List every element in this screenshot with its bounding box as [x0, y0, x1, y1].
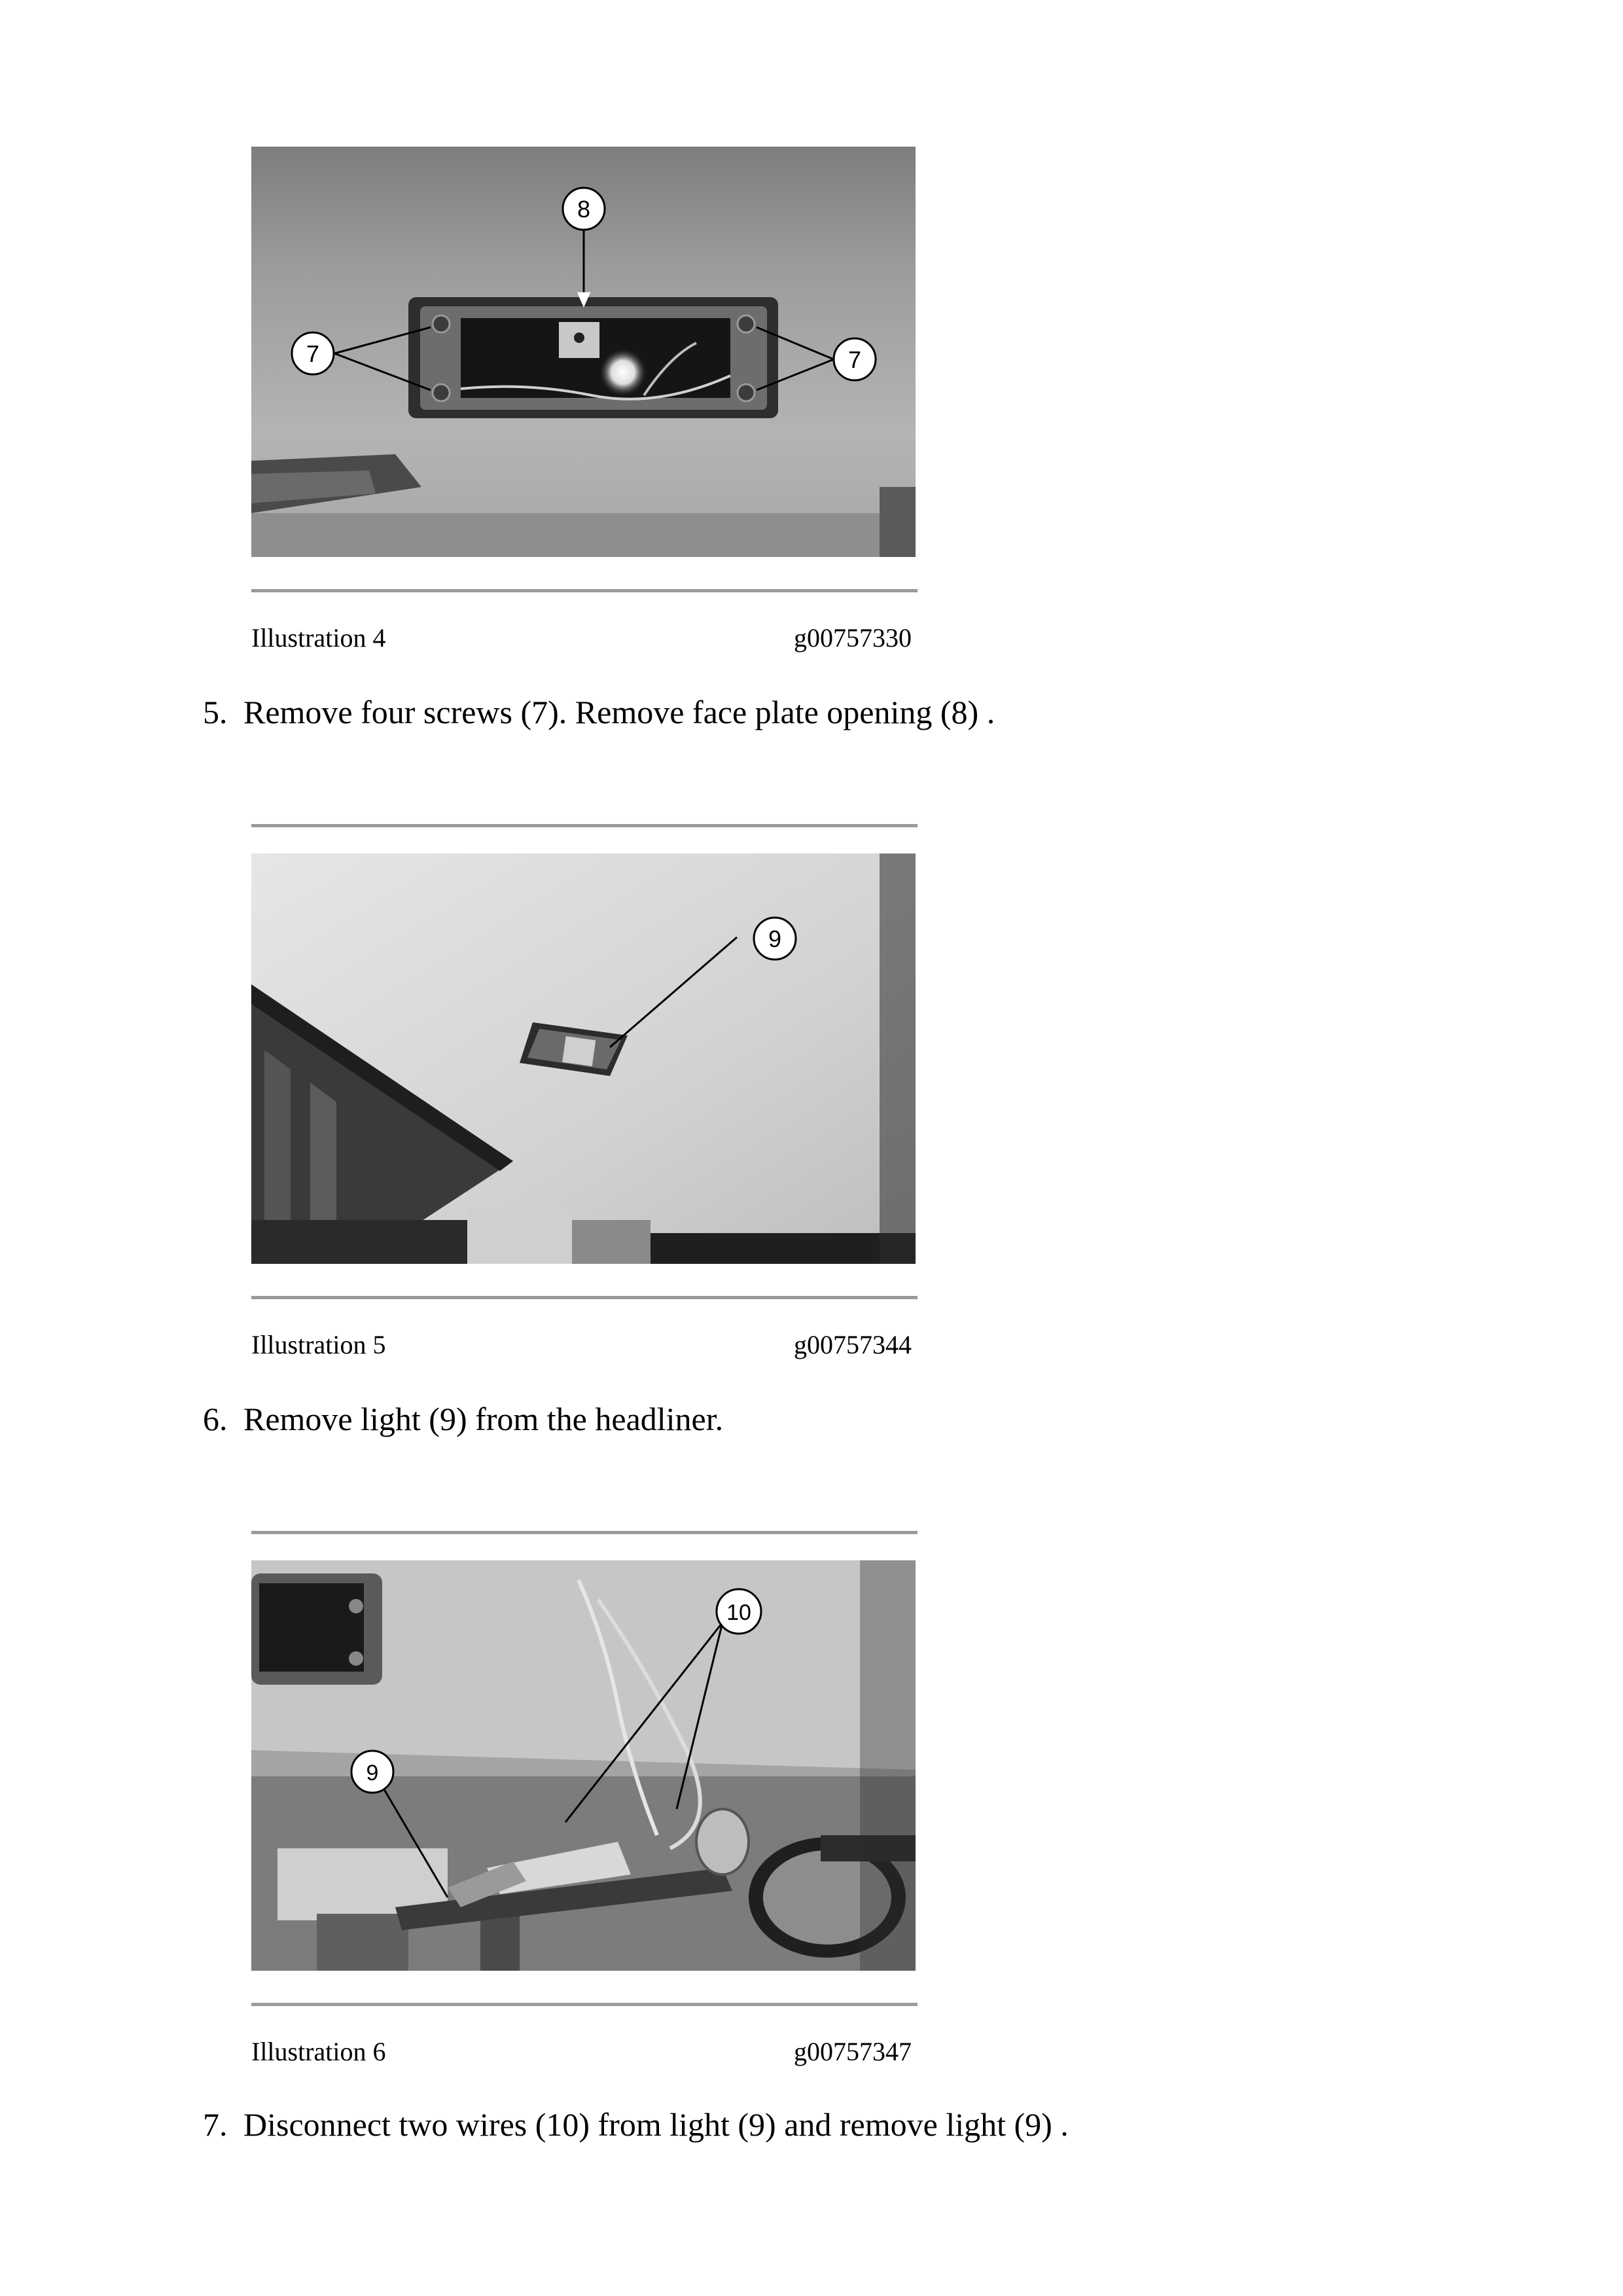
- step-number: 7.: [203, 2106, 228, 2143]
- callout-7-left: 7: [306, 340, 320, 367]
- callout-8: 8: [577, 196, 591, 223]
- step-text: Disconnect two wires (10) from light (9) and remove light (9) .: [243, 2106, 1069, 2143]
- step-number: 5.: [203, 694, 228, 730]
- figure-rule: [251, 1296, 918, 1299]
- figure-caption: Illustration 5: [251, 1330, 386, 1359]
- callout-9: 9: [366, 1761, 379, 1785]
- figure-code: g00757330: [794, 623, 912, 653]
- step-5: [203, 692, 995, 732]
- illustration-6-photo: [251, 1560, 916, 1971]
- figure-caption: Illustration 6: [251, 2037, 386, 2066]
- callout-9: 9: [768, 925, 782, 952]
- figure-rule: [251, 824, 918, 827]
- step-number: 6.: [203, 1401, 228, 1437]
- callout-10: 10: [726, 1600, 751, 1625]
- figure-rule: [251, 1531, 918, 1534]
- figure-rule: [251, 2003, 918, 2006]
- figure-code: g00757344: [794, 1330, 912, 1359]
- callout-7-right: 7: [847, 346, 862, 373]
- step-6: [203, 1399, 723, 1439]
- illustration-4-photo: [251, 147, 916, 557]
- step-text: Remove four screws (7). Remove face plate opening (8) .: [243, 694, 995, 730]
- figure-caption: Illustration 4: [251, 623, 386, 653]
- illustration-5-photo: [251, 853, 916, 1264]
- step-text: Remove light (9) from the headliner.: [243, 1401, 724, 1437]
- figure-code: g00757347: [794, 2037, 912, 2066]
- step-7: [203, 2105, 1069, 2144]
- figure-rule: [251, 589, 918, 592]
